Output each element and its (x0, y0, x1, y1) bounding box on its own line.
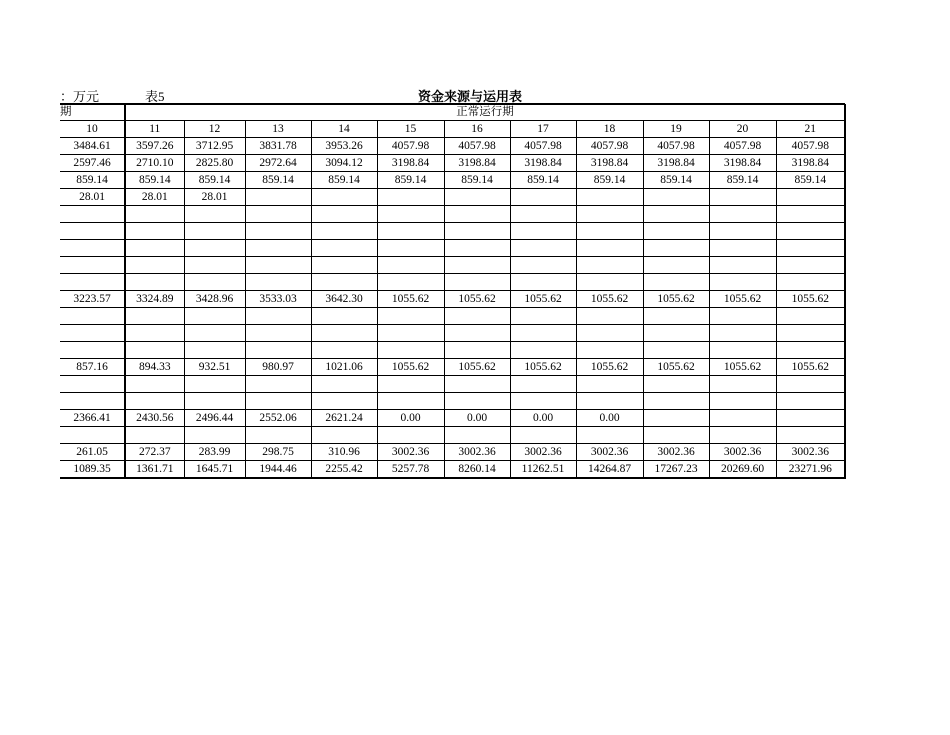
table-cell (709, 393, 776, 410)
table-cell: 28.01 (60, 189, 125, 206)
table-cell: 17267.23 (643, 461, 709, 479)
table-cell: 859.14 (311, 172, 377, 189)
table-cell: 3002.36 (510, 444, 576, 461)
table-row (60, 206, 845, 223)
phase-header-row (60, 104, 845, 121)
table-cell (510, 274, 576, 291)
table-cell: 298.75 (245, 444, 311, 461)
table-cell (377, 189, 444, 206)
table-cell (125, 427, 184, 444)
table-cell: 859.14 (125, 172, 184, 189)
table-cell (377, 342, 444, 359)
table-cell (709, 206, 776, 223)
table-cell (643, 189, 709, 206)
table-cell: 859.14 (776, 172, 845, 189)
table-cell (245, 308, 311, 325)
table-cell (576, 427, 643, 444)
table-cell: 2597.46 (60, 155, 125, 172)
table-cell: 859.14 (576, 172, 643, 189)
table-cell: 3198.84 (776, 155, 845, 172)
table-cell (377, 393, 444, 410)
table-cell: 1055.62 (709, 359, 776, 376)
table-cell (776, 410, 845, 427)
table-cell: 1944.46 (245, 461, 311, 479)
table-cell (444, 257, 510, 274)
table-cell (643, 274, 709, 291)
table-cell: 1055.62 (576, 291, 643, 308)
table-cell (245, 393, 311, 410)
table-cell (444, 189, 510, 206)
table-cell: 2621.24 (311, 410, 377, 427)
table-cell: 980.97 (245, 359, 311, 376)
table-cell: 261.05 (60, 444, 125, 461)
year-header-cell: 12 (184, 121, 245, 138)
table-cell (184, 240, 245, 257)
table-row (60, 257, 845, 274)
table-cell: 4057.98 (444, 138, 510, 155)
year-header-cell: 14 (311, 121, 377, 138)
table-cell: 310.96 (311, 444, 377, 461)
table-cell (184, 393, 245, 410)
table-cell (709, 342, 776, 359)
table-cell (576, 240, 643, 257)
table-cell (60, 427, 125, 444)
table-cell (444, 427, 510, 444)
table-cell (60, 393, 125, 410)
table-cell (311, 223, 377, 240)
table-cell: 2430.56 (125, 410, 184, 427)
table-cell (311, 376, 377, 393)
table-cell (776, 240, 845, 257)
table-cell (245, 223, 311, 240)
table-cell (709, 308, 776, 325)
table-cell (643, 240, 709, 257)
table-row (60, 461, 845, 479)
table-row (60, 138, 845, 155)
table-cell (576, 189, 643, 206)
table-cell: 932.51 (184, 359, 245, 376)
year-header-cell: 10 (60, 121, 125, 138)
table-cell (510, 325, 576, 342)
table-cell: 3002.36 (444, 444, 510, 461)
table-row (60, 274, 845, 291)
table-cell (60, 308, 125, 325)
table-cell (776, 325, 845, 342)
table-cell: 4057.98 (643, 138, 709, 155)
table-cell (311, 393, 377, 410)
table-cell: 3198.84 (576, 155, 643, 172)
table-cell: 1055.62 (444, 359, 510, 376)
table-cell (776, 206, 845, 223)
table-cell (311, 257, 377, 274)
table-cell (776, 427, 845, 444)
table-cell: 3831.78 (245, 138, 311, 155)
table-cell: 859.14 (184, 172, 245, 189)
table-cell (184, 427, 245, 444)
table-cell: 3484.61 (60, 138, 125, 155)
table-cell: 4057.98 (776, 138, 845, 155)
table-cell (60, 376, 125, 393)
table-cell: 28.01 (184, 189, 245, 206)
table-cell: 0.00 (576, 410, 643, 427)
table-cell (125, 206, 184, 223)
table-row (60, 444, 845, 461)
year-header-cell: 11 (125, 121, 184, 138)
table-cell: 8260.14 (444, 461, 510, 479)
table-cell (444, 223, 510, 240)
table-cell: 3324.89 (125, 291, 184, 308)
table-cell: 1055.62 (643, 359, 709, 376)
table-cell (245, 189, 311, 206)
year-header-cell: 21 (776, 121, 845, 138)
table-cell (643, 223, 709, 240)
table-cell (709, 410, 776, 427)
table-cell (60, 223, 125, 240)
table-cell: 23271.96 (776, 461, 845, 479)
table-cell (510, 189, 576, 206)
table-cell (60, 325, 125, 342)
table-row (60, 325, 845, 342)
table-cell (576, 274, 643, 291)
table-cell (510, 376, 576, 393)
table-row (60, 189, 845, 206)
table-cell (125, 257, 184, 274)
table-cell: 3002.36 (576, 444, 643, 461)
table-row (60, 155, 845, 172)
table-cell (377, 206, 444, 223)
phase-normal-operation-cell: 正常运行期 (125, 104, 845, 121)
table-cell (576, 325, 643, 342)
table-cell: 4057.98 (510, 138, 576, 155)
table-cell: 0.00 (444, 410, 510, 427)
table-cell (125, 240, 184, 257)
table-cell (377, 376, 444, 393)
table-cell (510, 308, 576, 325)
table-cell (311, 240, 377, 257)
table-cell (643, 393, 709, 410)
table-cell (245, 257, 311, 274)
table-cell (510, 223, 576, 240)
table-cell (776, 342, 845, 359)
table-cell (576, 308, 643, 325)
table-cell: 1055.62 (643, 291, 709, 308)
table-cell (576, 257, 643, 274)
table-cell (377, 240, 444, 257)
table-cell: 3002.36 (776, 444, 845, 461)
table-cell (643, 206, 709, 223)
table-cell (377, 257, 444, 274)
table-cell (311, 427, 377, 444)
table-cell (184, 342, 245, 359)
table-cell: 4057.98 (709, 138, 776, 155)
table-cell (709, 325, 776, 342)
table-cell (576, 342, 643, 359)
table-cell (643, 308, 709, 325)
table-cell: 283.99 (184, 444, 245, 461)
year-header-row (60, 121, 845, 138)
table-cell: 1055.62 (510, 291, 576, 308)
table-cell: 1055.62 (444, 291, 510, 308)
table-cell: 3198.84 (444, 155, 510, 172)
table-cell (245, 342, 311, 359)
table-cell: 3002.36 (709, 444, 776, 461)
table-cell: 859.14 (245, 172, 311, 189)
table-cell (184, 274, 245, 291)
table-cell (125, 342, 184, 359)
table-cell (709, 257, 776, 274)
table-cell (245, 240, 311, 257)
table-row (60, 410, 845, 427)
table-cell (377, 223, 444, 240)
phase-left-cell: 期 (60, 104, 125, 121)
table-cell (643, 376, 709, 393)
table-cell (444, 376, 510, 393)
table-cell: 3002.36 (377, 444, 444, 461)
table-cell: 1089.35 (60, 461, 125, 479)
table-cell: 3223.57 (60, 291, 125, 308)
table-cell (444, 274, 510, 291)
table-cell (60, 257, 125, 274)
table-cell (709, 376, 776, 393)
table-row (60, 223, 845, 240)
year-header-cell: 18 (576, 121, 643, 138)
table-cell (245, 206, 311, 223)
table-cell (184, 308, 245, 325)
unit-label: ：万元 (60, 89, 100, 104)
table-cell (444, 325, 510, 342)
table-cell (245, 325, 311, 342)
table-row (60, 376, 845, 393)
table-cell: 3953.26 (311, 138, 377, 155)
table-cell (709, 274, 776, 291)
table-cell (184, 223, 245, 240)
table-cell (311, 325, 377, 342)
table-cell: 1055.62 (576, 359, 643, 376)
table-row (60, 359, 845, 376)
table-row (60, 427, 845, 444)
year-header-cell: 16 (444, 121, 510, 138)
table-cell: 5257.78 (377, 461, 444, 479)
table-cell (377, 308, 444, 325)
table-cell: 1021.06 (311, 359, 377, 376)
table-cell: 1055.62 (377, 291, 444, 308)
table-cell (125, 376, 184, 393)
table-cell (245, 427, 311, 444)
table-cell: 859.14 (709, 172, 776, 189)
table-cell (776, 393, 845, 410)
table-cell (311, 274, 377, 291)
table-cell: 3198.84 (377, 155, 444, 172)
table-cell (60, 342, 125, 359)
table-cell: 20269.60 (709, 461, 776, 479)
table-cell (643, 410, 709, 427)
table-cell (776, 223, 845, 240)
table-row (60, 172, 845, 189)
table-cell: 859.14 (377, 172, 444, 189)
table-cell (776, 189, 845, 206)
table-cell: 859.14 (510, 172, 576, 189)
year-header-cell: 15 (377, 121, 444, 138)
table-cell: 859.14 (643, 172, 709, 189)
table-cell: 1645.71 (184, 461, 245, 479)
table-cell (709, 240, 776, 257)
table-cell: 3002.36 (643, 444, 709, 461)
table-cell: 3533.03 (245, 291, 311, 308)
table-cell (245, 274, 311, 291)
table-cell: 28.01 (125, 189, 184, 206)
table-cell: 3642.30 (311, 291, 377, 308)
table-cell (377, 427, 444, 444)
fund-source-application-table (60, 104, 846, 479)
table-cell: 1055.62 (776, 359, 845, 376)
table-row (60, 342, 845, 359)
table-cell (125, 223, 184, 240)
table-cell: 3094.12 (311, 155, 377, 172)
table-cell: 4057.98 (576, 138, 643, 155)
table-cell (444, 206, 510, 223)
year-header-cell: 17 (510, 121, 576, 138)
table-title: 资金来源与运用表 (417, 90, 522, 105)
table-cell: 0.00 (510, 410, 576, 427)
table-cell (184, 325, 245, 342)
table-cell (60, 240, 125, 257)
table-cell (377, 325, 444, 342)
table-cell: 859.14 (444, 172, 510, 189)
table-cell (125, 274, 184, 291)
table-cell (184, 206, 245, 223)
table-cell (576, 223, 643, 240)
table-cell (776, 274, 845, 291)
table-cell (709, 427, 776, 444)
table-cell: 3597.26 (125, 138, 184, 155)
table-cell: 3712.95 (184, 138, 245, 155)
table-row (60, 393, 845, 410)
table-cell: 857.16 (60, 359, 125, 376)
table-cell (125, 308, 184, 325)
table-cell (444, 393, 510, 410)
table-cell: 3428.96 (184, 291, 245, 308)
table-cell: 3198.84 (709, 155, 776, 172)
table-cell (510, 240, 576, 257)
table-cell (444, 342, 510, 359)
table-cell (576, 393, 643, 410)
table-cell (510, 342, 576, 359)
table-cell (311, 206, 377, 223)
table-cell (60, 274, 125, 291)
table-cell (184, 376, 245, 393)
table-cell: 2825.80 (184, 155, 245, 172)
table-cell (184, 257, 245, 274)
table-cell (576, 376, 643, 393)
table-cell: 1055.62 (377, 359, 444, 376)
table-cell: 894.33 (125, 359, 184, 376)
table-cell: 4057.98 (377, 138, 444, 155)
table-cell: 1055.62 (709, 291, 776, 308)
table-cell (510, 206, 576, 223)
table-cell (643, 257, 709, 274)
table-cell (510, 427, 576, 444)
table-cell (776, 257, 845, 274)
year-header-cell: 20 (709, 121, 776, 138)
table-cell (576, 206, 643, 223)
table-cell (311, 189, 377, 206)
year-header-cell: 13 (245, 121, 311, 138)
table-row (60, 240, 845, 257)
table-cell (643, 342, 709, 359)
table-row (60, 308, 845, 325)
table-cell: 2972.64 (245, 155, 311, 172)
table-cell (709, 189, 776, 206)
table-cell: 2366.41 (60, 410, 125, 427)
table-cell (510, 393, 576, 410)
table-cell (709, 223, 776, 240)
table-cell (245, 376, 311, 393)
table-cell (510, 257, 576, 274)
table-cell: 3198.84 (643, 155, 709, 172)
table-cell: 14264.87 (576, 461, 643, 479)
table-cell (125, 325, 184, 342)
table-cell: 11262.51 (510, 461, 576, 479)
table-cell: 1361.71 (125, 461, 184, 479)
table-cell: 272.37 (125, 444, 184, 461)
table-cell (444, 240, 510, 257)
table-cell (643, 325, 709, 342)
table-cell (776, 376, 845, 393)
table-cell (125, 393, 184, 410)
table-cell: 859.14 (60, 172, 125, 189)
table-cell: 2710.10 (125, 155, 184, 172)
table-cell: 3198.84 (510, 155, 576, 172)
table-cell: 2255.42 (311, 461, 377, 479)
table-cell (60, 206, 125, 223)
table-cell (643, 427, 709, 444)
table-cell (311, 308, 377, 325)
table-cell (776, 308, 845, 325)
year-header-cell: 19 (643, 121, 709, 138)
table-number: 表5 (145, 89, 165, 104)
table-cell (311, 342, 377, 359)
table-cell: 1055.62 (510, 359, 576, 376)
table-cell: 0.00 (377, 410, 444, 427)
table-cell: 1055.62 (776, 291, 845, 308)
table-row (60, 291, 845, 308)
table-cell: 2552.06 (245, 410, 311, 427)
table-cell: 2496.44 (184, 410, 245, 427)
table-cell (377, 274, 444, 291)
table-cell (444, 308, 510, 325)
